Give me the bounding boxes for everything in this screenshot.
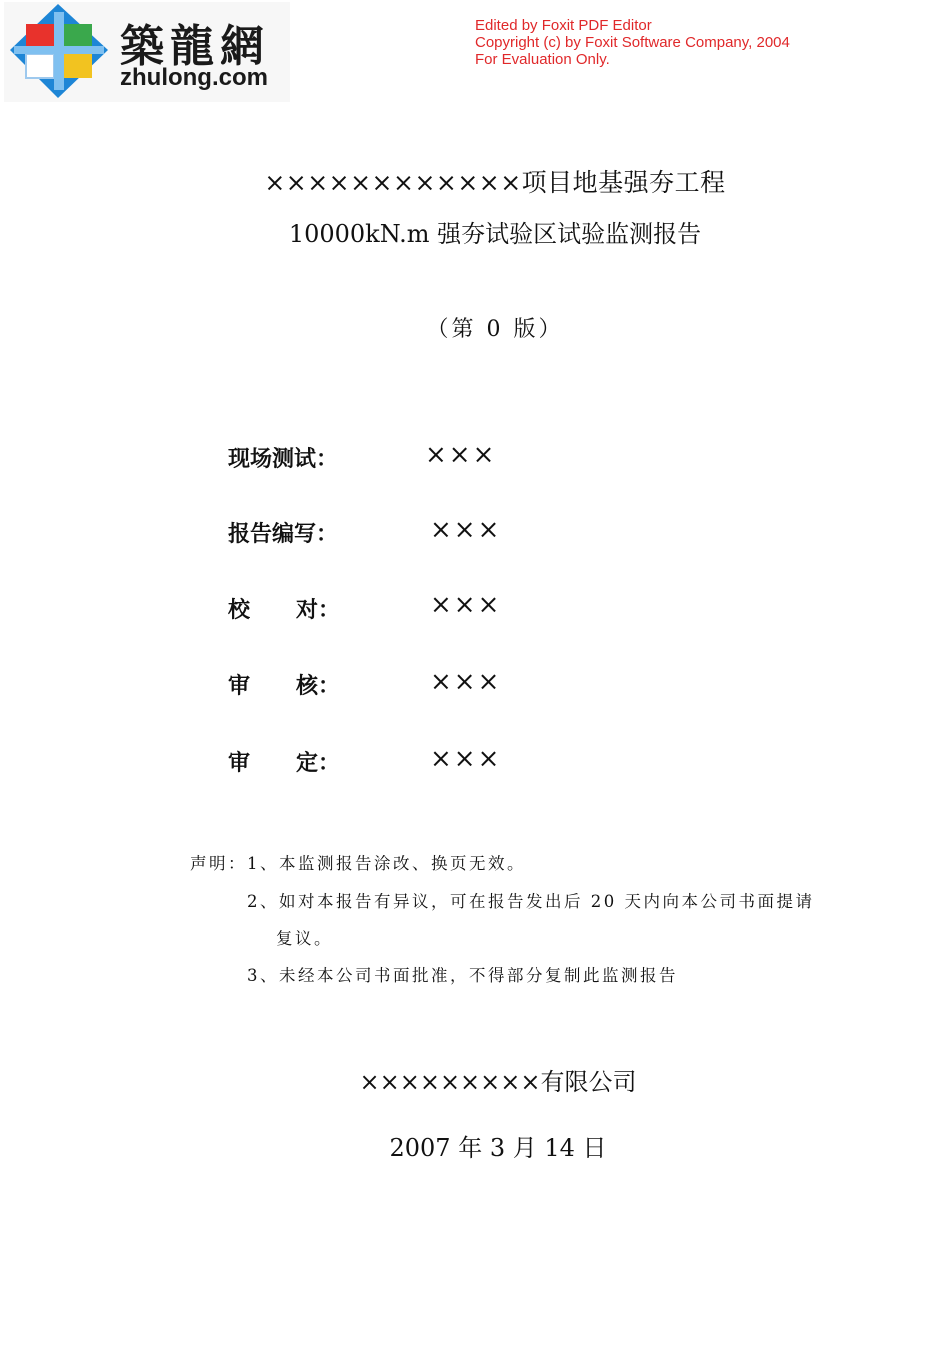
signature-label-approve: 审 定： <box>228 751 340 776</box>
signature-value-field-test: ××× <box>425 440 497 470</box>
signature-label-review: 审 核： <box>228 674 340 699</box>
signature-value-proofread: ××× <box>430 590 502 620</box>
signature-label-field-test: 现场测试： <box>228 447 339 472</box>
zhulong-logo <box>4 2 290 102</box>
logo-english-text: zhulong.com <box>120 64 268 91</box>
logo-emblem-icon <box>4 2 116 102</box>
report-version: （第 0 版） <box>426 317 564 342</box>
statement-line-1: 声明：1、本监测报告涂改、换页无效。 <box>190 854 526 873</box>
watermark-line-3: For Evaluation Only. <box>475 51 610 68</box>
watermark-line-2: Copyright (c) by Foxit Software Company, 2004 <box>475 34 790 51</box>
statement-line-2: 2、如对本报告有异议，可在报告发出后 20 天内向本公司书面提请 <box>247 892 815 911</box>
signature-label-report-writer: 报告编写： <box>228 522 339 547</box>
report-title-line-2: 10000kN.m 强夯试验区试验监测报告 <box>288 220 702 248</box>
signature-value-review: ××× <box>430 667 502 697</box>
foxit-watermark <box>475 17 790 68</box>
signature-value-report-writer: ××× <box>430 515 502 545</box>
watermark-line-1: Edited by Foxit PDF Editor <box>475 17 652 34</box>
report-title-line-1: ××××××××××××项目地基强夯工程 <box>264 168 726 197</box>
report-date: 2007 年 3 月 14 日 <box>389 1134 607 1162</box>
statement-line-3: 复议。 <box>276 929 333 948</box>
logo-chinese-text: 築龍網 <box>120 21 270 72</box>
signature-label-proofread: 校 对： <box>228 598 340 623</box>
statement-line-4: 3、未经本公司书面批准，不得部分复制此监测报告 <box>247 966 678 985</box>
signature-value-approve: ××× <box>430 744 502 774</box>
company-name: ×××××××××有限公司 <box>359 1068 637 1096</box>
